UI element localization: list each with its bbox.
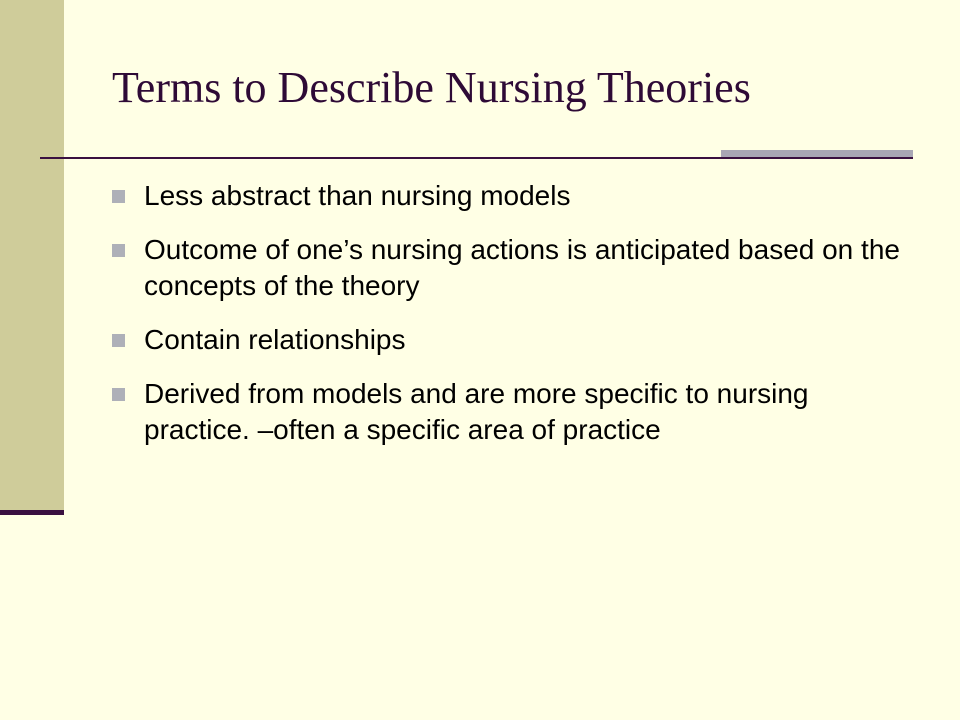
bullet-item (112, 232, 912, 304)
square-bullet-icon (112, 388, 125, 401)
bullet-text: Outcome of one’s nursing actions is anticipated based on the concepts of the theory (144, 234, 900, 301)
square-bullet-icon (112, 244, 125, 257)
bullet-item (112, 322, 912, 358)
square-bullet-icon (112, 190, 125, 203)
square-bullet-icon (112, 334, 125, 347)
side-accent-bar (0, 0, 64, 510)
title-divider-accent (721, 150, 913, 157)
bullet-list (112, 178, 912, 466)
slide-title: Terms to Describe Nursing Theories (112, 63, 751, 112)
side-accent-underline (0, 510, 64, 515)
title-divider (40, 157, 913, 159)
bullet-item (112, 178, 912, 214)
bullet-text: Contain relationships (144, 324, 406, 355)
bullet-text: Less abstract than nursing models (144, 180, 571, 211)
bullet-item (112, 376, 912, 448)
bullet-text: Derived from models and are more specific to nursing practice. –often a specific area of practice (144, 378, 809, 445)
